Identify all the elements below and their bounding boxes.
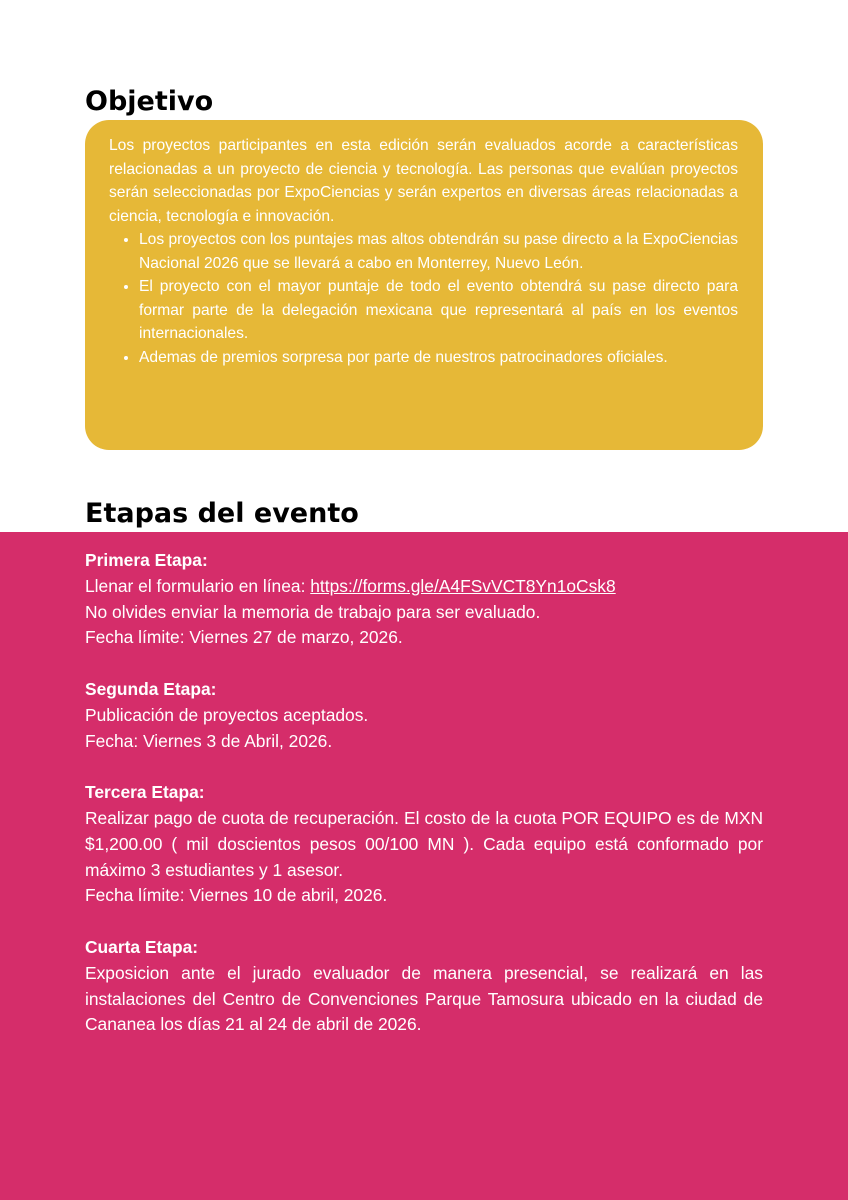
stage-title: Primera Etapa: bbox=[85, 550, 208, 570]
stage-tercera bbox=[85, 780, 763, 909]
etapas-heading: Etapas del evento bbox=[85, 498, 359, 529]
form-link[interactable]: https://forms.gle/A4FSvVCT8Yn1oCsk8 bbox=[310, 575, 616, 596]
stage-deadline: Fecha límite: Viernes 27 de marzo, 2026. bbox=[85, 627, 403, 648]
stage-title: Tercera Etapa: bbox=[85, 782, 205, 803]
stage-cuarta bbox=[85, 935, 763, 1038]
stage-text: No olvides enviar la memoria de trabajo para ser evaluado. bbox=[85, 601, 541, 622]
stage-title: Segunda Etapa: bbox=[85, 678, 217, 699]
objetivo-bullet-list bbox=[109, 228, 738, 369]
form-line bbox=[85, 574, 763, 600]
stage-text: Exposicion ante el jurado evaluador de manera presencial, se realizará en las instalaciones del Centro de Convenciones Parque Tamosura ubicado en la ciudad de Cananea los días 21 al 24 de abril de 2026. bbox=[85, 962, 763, 1035]
stage-text: Publicación de proyectos aceptados. bbox=[85, 704, 369, 725]
etapas-content bbox=[85, 548, 763, 1064]
stage-segunda bbox=[85, 677, 763, 754]
stage-title: Cuarta Etapa: bbox=[85, 936, 199, 957]
objetivo-intro: Los proyectos participantes en esta edición serán evaluados acorde a características relacionadas a un proyecto de ciencia y tecnología. Las personas que evalúan proyectos serán seleccionadas por ExpoCiencias y serán expertos en diversas áreas relacionadas a ciencia, tecnología e innovación. bbox=[109, 137, 738, 225]
stage-primera bbox=[85, 548, 763, 651]
stage-deadline: Fecha límite: Viernes 10 de abril, 2026. bbox=[85, 885, 388, 906]
stage-deadline: Fecha: Viernes 3 de Abril, 2026. bbox=[85, 730, 333, 751]
objetivo-bullet-item: • Los proyectos con los puntajes mas altos obtendrán su pase directo a la ExpoCiencias Nacional 2026 que se llevará a cabo en Monterrey, Nuevo León. bbox=[139, 228, 738, 275]
objetivo-box bbox=[85, 120, 763, 450]
objetivo-bullet-item: • Ademas de premios sorpresa por parte de nuestros patrocinadores oficiales. bbox=[139, 346, 738, 370]
stage-text: Realizar pago de cuota de recuperación. El costo de la cuota POR EQUIPO es de MXN $1,200.00 ( mil doscientos pesos 00/100 MN ). Cada equipo está conformado por máximo 3 estudiantes y 1 asesor. bbox=[85, 807, 763, 880]
form-label: Llenar el formulario en línea: bbox=[85, 575, 311, 596]
objetivo-heading: Objetivo bbox=[85, 86, 214, 117]
objetivo-bullet-item: • El proyecto con el mayor puntaje de todo el evento obtendrá su pase directo para formar parte de la delegación mexicana que representará al país en los eventos internacionales. bbox=[139, 275, 738, 346]
